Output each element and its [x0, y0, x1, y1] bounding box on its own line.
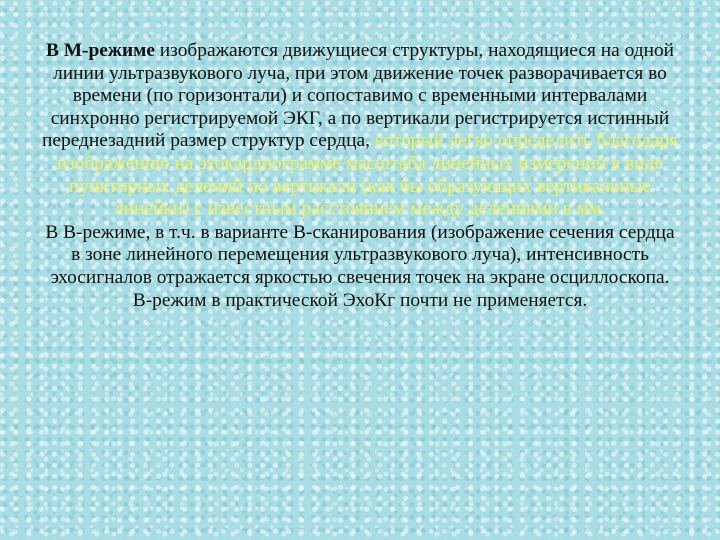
paragraph-b-mode [40, 222, 680, 312]
slide-text-block [40, 40, 680, 312]
m-mode-term: В М-режиме [45, 40, 155, 61]
paragraph-m-mode [40, 40, 680, 221]
m-mode-highlighted-text: который легко определить благодаря изображению на эхокардиограмме масштаба линейных измерений в виде пунктирных делений по вертикали (как бы образующих вертикальные линейки) с известным расстоянием между делениями в мм. [56, 130, 678, 220]
b-mode-description: В В-режиме, в т.ч. в варианте В-сканирования (изображение сечения сердца в зоне линейного перемещения ультразвукового луча), интенсивность эхосигналов отражается яркостью свечения точек на экране осциллоскопа. В-режим в практической ЭхоКг почти не применяется. [45, 221, 675, 311]
m-mode-description: изображаются движущиеся структуры, находящиеся на одной линии ультразвукового луча, при этом движение точек разворачивается во времени (по горизонтали) и сопоставимо с временными интервалами синхронно регистрируемой ЭКГ, а по вертикали регистрируется истинный переднезадний размер структур сердца, [42, 40, 675, 152]
